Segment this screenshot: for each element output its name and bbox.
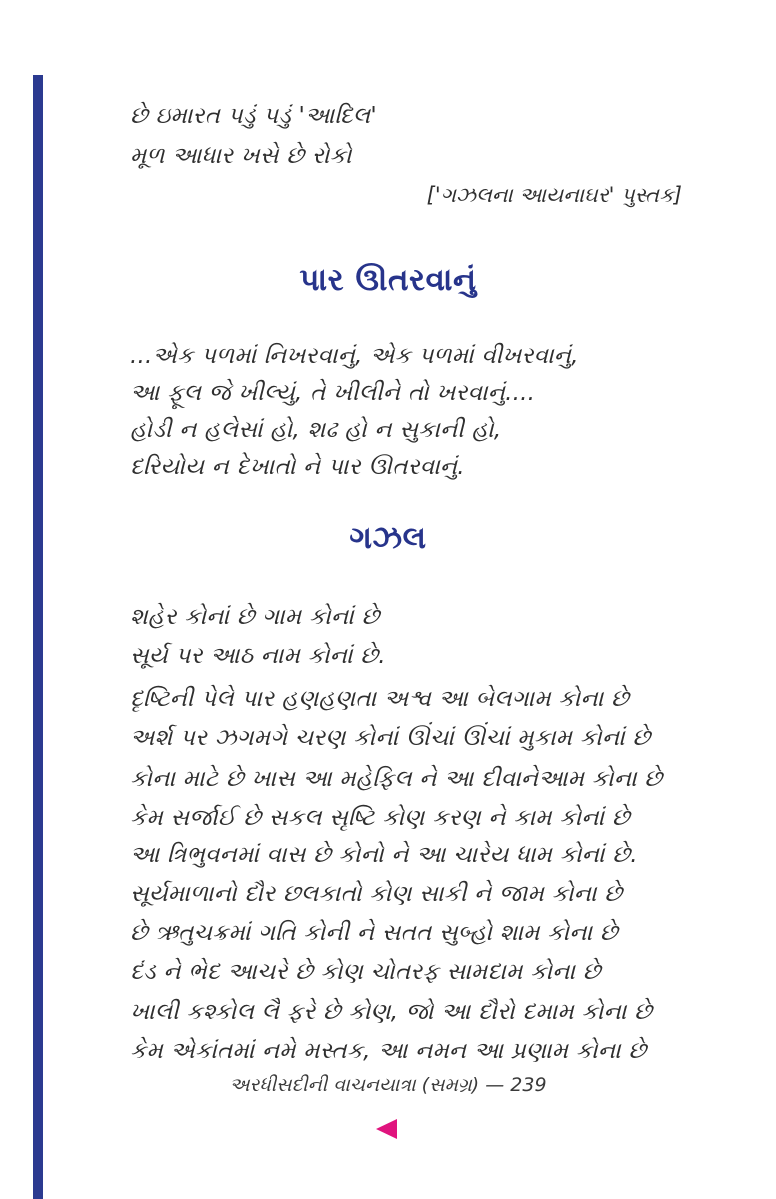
poem-title-paar-utarvanu: પાર ઊતરવાનું <box>299 262 477 298</box>
ghazal-line: દંડ ને ભેદ આચરે છે કોણ ચોતરફ સામદામ કોના છે <box>130 959 601 985</box>
opening-couplet <box>130 96 377 176</box>
ghazal-line: ખાલી કશ્કોલ લૈ ફરે છે કોણ, જો આ દૌરો દમામ કોના છે <box>130 999 653 1025</box>
left-margin-rule <box>33 75 43 1199</box>
opening-couplet-line: મૂળ આધાર ખસે છે રોકો <box>130 143 352 169</box>
ghazal-couplet <box>130 993 652 1071</box>
stanza-line: ...એક પળમાં નિખરવાનું, એક પળમાં વીખરવાનું, <box>130 343 579 369</box>
ghazal-line: છે ઋતુચક્રમાં ગતિ કોની ને સતત સુબ્હો શામ કોના છે <box>130 920 618 946</box>
ghazal-line: શહેર કોનાં છે ગામ કોનાં છે <box>130 604 380 630</box>
ghazal-line: કેમ એકાંતમાં નમે મસ્તક, આ નમન આ પ્રણામ કોના છે <box>130 1038 647 1064</box>
ghazal-couplet <box>130 914 618 992</box>
ghazal-line: દૃષ્ટિની પેલે પાર હણહણતા અશ્વ આ બેલગામ કોના છે <box>130 686 629 712</box>
opening-couplet-line: છે ઇમારત પડું પડું 'આદિલ' <box>130 103 377 129</box>
ghazal-line: અર્શ પર ઝગમગે ચરણ કોનાં ઊંચાં ઊંચાં મુકામ કોનાં છે <box>130 725 651 751</box>
back-triangle-icon[interactable] <box>376 1119 397 1139</box>
poem-title-ghazal: ગઝલ <box>349 520 427 556</box>
ghazal-couplet <box>130 760 662 838</box>
ghazal-line: કેમ સર્જાઈ છે સકલ સૃષ્ટિ કોણ કરણ ને કામ કોનાં છે <box>130 805 630 831</box>
ghazal-couplet <box>130 680 650 758</box>
source-attribution: ['ગઝલના આયનાઘર' પુસ્તક] <box>426 183 682 207</box>
ghazal-line: સૂર્યમાળાનો દૌર છલકાતો કોણ સાકી ને જામ કોના છે <box>130 881 623 907</box>
stanza-line: હોડી ન હલેસાં હો, શઢ હો ન સુકાની હો, <box>130 417 502 443</box>
stanza-line: દરિયોય ન દેખાતો ને પાર ઊતરવાનું. <box>130 454 465 480</box>
poem-stanza <box>130 338 579 486</box>
page-footer: અરધીસદીની વાચનયાત્રા (સમગ્ર) — 239 <box>229 1074 547 1096</box>
ghazal-couplet <box>130 836 638 914</box>
ghazal-couplet <box>130 598 386 676</box>
ghazal-line: સૂર્ય પર આઠ નામ કોનાં છે. <box>130 643 386 669</box>
ghazal-line: આ ત્રિભુવનમાં વાસ છે કોનો ને આ ચારેય ધામ કોનાં છે. <box>130 842 638 868</box>
ghazal-line: કોના માટે છે ખાસ આ મહેફિલ ને આ દીવાનેઆમ કોના છે <box>130 766 663 792</box>
stanza-line: આ ફૂલ જે ખીલ્યું, તે ખીલીને તો ખરવાનું.... <box>130 380 536 406</box>
